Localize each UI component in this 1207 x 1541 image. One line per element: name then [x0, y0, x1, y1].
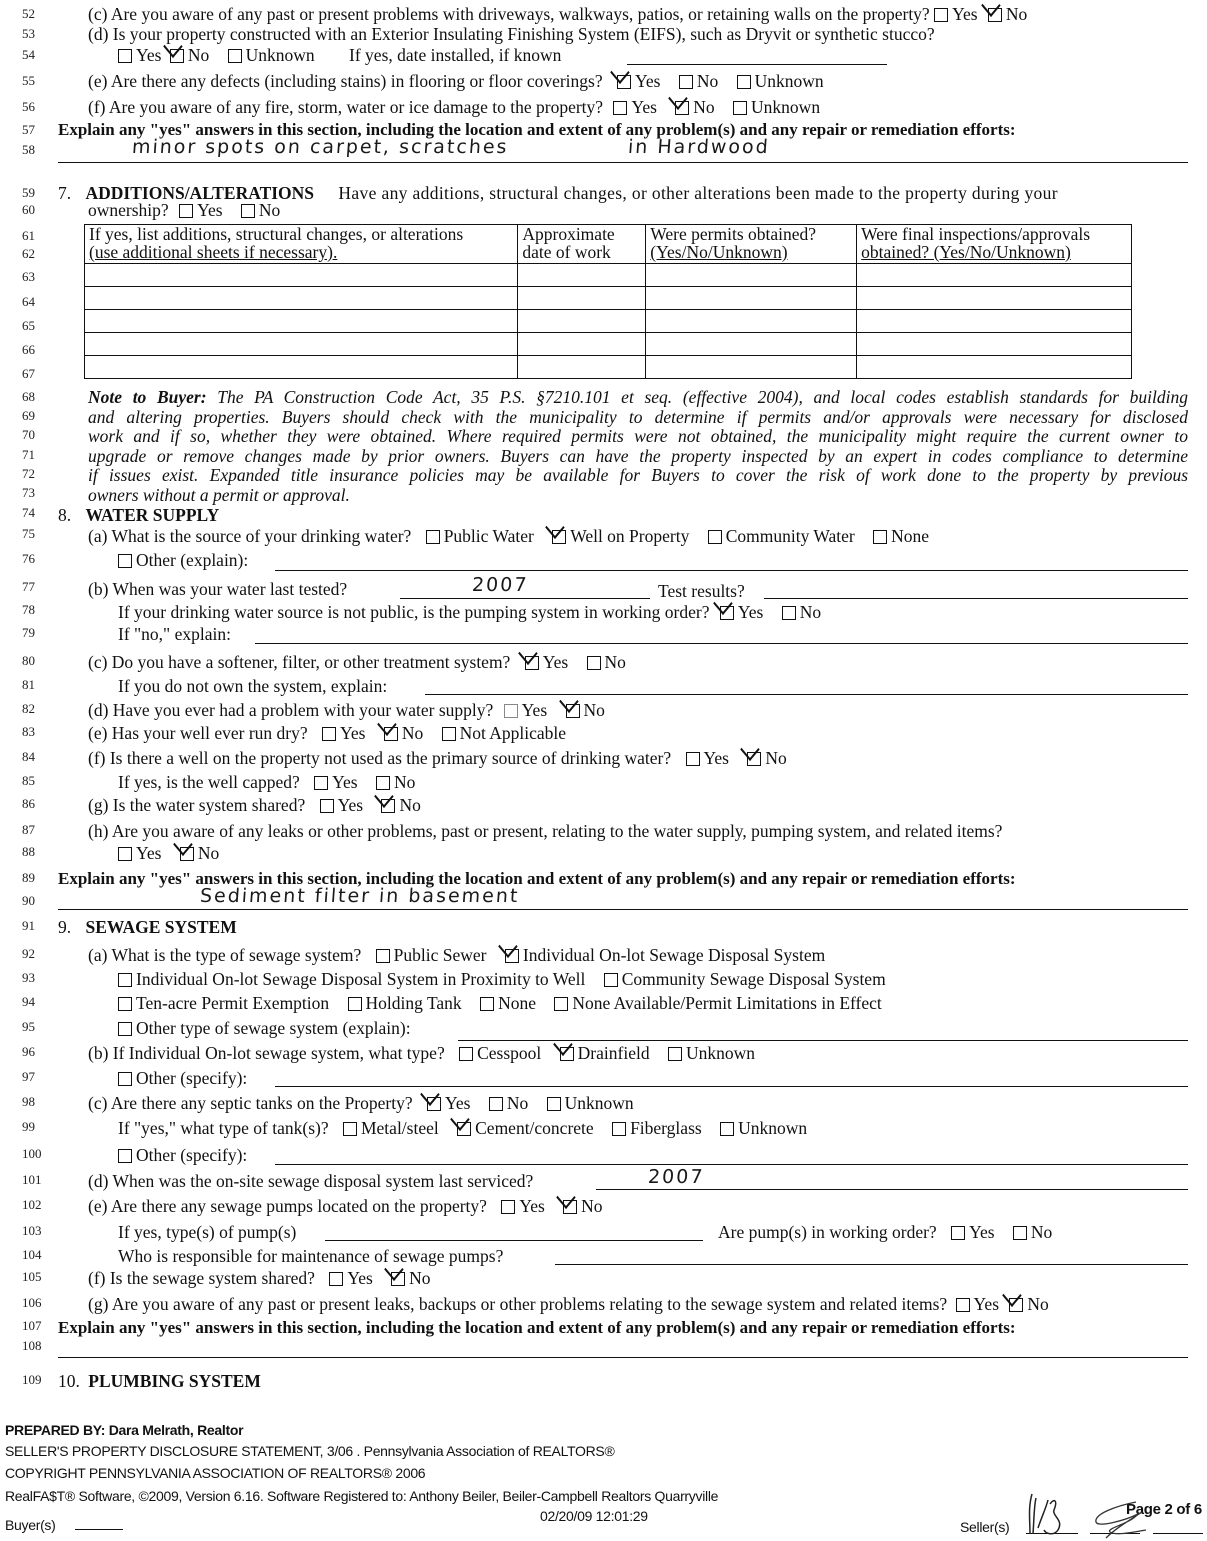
table-cell[interactable] [857, 287, 1132, 310]
question-8b-pumping: If your drinking water source is not public, is the pumping system in working order? Yes No [118, 602, 822, 622]
line-number: 64 [22, 294, 35, 309]
form-title: SELLER'S PROPERTY DISCLOSURE STATEMENT, 3/06 . Pennsylvania Association of REALTORS® [5, 1443, 615, 1459]
sewage-serviced-value[interactable]: 2007 [647, 1166, 706, 1188]
question-6d-options: Yes No Unknown If yes, date installed, if known [118, 43, 561, 67]
question-9g: (g) Are you aware of any past or present leaks, backups or other problems relating to the sewage system and related items? Yes No [88, 1294, 1049, 1314]
section-9-heading: 9. SEWAGE SYSTEM [58, 917, 237, 937]
explain-value-8[interactable]: Sediment filter in basement [199, 885, 521, 907]
question-9b-other: Other (specify): [118, 1066, 247, 1090]
seller-initials-signature-2 [1086, 1498, 1152, 1540]
checkbox-8a-well[interactable] [552, 530, 566, 544]
water-tested-field[interactable] [400, 598, 650, 599]
line-number: 52 [22, 6, 35, 21]
line-number: 55 [22, 73, 35, 88]
line-number: 69 [22, 408, 35, 423]
question-8h-options: Yes No [118, 841, 219, 865]
line-number: 90 [22, 893, 35, 908]
line-number: 91 [22, 918, 35, 933]
table-cell[interactable] [85, 333, 518, 356]
checkbox-8h-no[interactable] [180, 847, 194, 861]
checkbox-8b-no[interactable] [782, 606, 796, 620]
line-number: 81 [22, 677, 35, 692]
table-cell[interactable] [85, 287, 518, 310]
checkbox-9f-yes[interactable] [329, 1272, 343, 1286]
question-9c: (c) Are there any septic tanks on the Property? Yes No Unknown [88, 1093, 634, 1113]
checkbox-8d-yes[interactable] [504, 704, 518, 718]
line-number: 86 [22, 796, 35, 811]
section-10-heading: 10. PLUMBING SYSTEM [58, 1371, 261, 1391]
line-number: 71 [22, 447, 35, 462]
table-row [85, 287, 1132, 310]
buyers-initials: Buyer(s) [5, 1517, 56, 1533]
line-number: 77 [22, 579, 35, 594]
line-number: 60 [22, 202, 35, 217]
table-row [85, 333, 1132, 356]
question-9a: (a) What is the type of sewage system? Public Sewer Individual On-lot Sewage Disposal System [88, 945, 826, 965]
checkbox-9e-working-no[interactable] [1013, 1226, 1027, 1240]
question-6c: (c) Are you aware of any past or present problems with driveways, walkways, patios, or retaining walls on the property? Yes No [88, 4, 1028, 24]
checkbox-8e-na[interactable] [442, 727, 456, 741]
question-9e-working: Are pump(s) in working order? Yes No [718, 1222, 1053, 1242]
table-cell[interactable] [518, 333, 646, 356]
checkbox-9a-individual-onlot[interactable] [505, 949, 519, 963]
line-number: 65 [22, 318, 35, 333]
question-8c: (c) Do you have a softener, filter, or other treatment system? Yes No [88, 652, 626, 672]
question-8a: (a) What is the source of your drinking water? Public Water Well on Property Community Water None [88, 526, 930, 546]
explain-field-8c[interactable] [425, 694, 1188, 695]
checkbox-6e-no[interactable] [679, 75, 693, 89]
checkbox-9c-unknown[interactable] [547, 1097, 561, 1111]
test-results-label: Test results? [658, 581, 745, 601]
question-9c-tanks: If "yes," what type of tank(s)? Metal/steel Cement/concrete Fiberglass Unknown [118, 1118, 808, 1138]
line-number: 97 [22, 1069, 35, 1084]
line-number: 93 [22, 970, 35, 985]
question-8d: (d) Have you ever had a problem with your water supply? Yes No [88, 700, 605, 720]
checkbox-9b-drainfield[interactable] [560, 1047, 574, 1061]
checkbox-9a-ten-acre[interactable] [118, 997, 132, 1011]
checkbox-8d-no[interactable] [566, 704, 580, 718]
checkbox-6c-yes[interactable] [934, 8, 948, 22]
checkbox-6f-no[interactable] [675, 101, 689, 115]
test-results-field[interactable] [764, 598, 1188, 599]
pump-type-field[interactable] [325, 1240, 703, 1241]
checkbox-8c-no[interactable] [587, 656, 601, 670]
line-number: 66 [22, 342, 35, 357]
seller-initials-field-3[interactable] [1153, 1533, 1203, 1534]
table-cell[interactable] [646, 310, 857, 333]
table-cell[interactable] [85, 356, 518, 379]
checkbox-8e-yes[interactable] [322, 727, 336, 741]
table-cell[interactable] [857, 264, 1132, 287]
line-number: 53 [22, 26, 35, 41]
question-9f: (f) Is the sewage system shared? Yes No [88, 1268, 431, 1288]
question-9e: (e) Are there any sewage pumps located on the property? Yes No [88, 1196, 603, 1216]
buyer-initials-field[interactable] [75, 1529, 123, 1530]
checkbox-9c-fiberglass[interactable] [612, 1122, 626, 1136]
checkbox-6f-yes[interactable] [613, 101, 627, 115]
line-number: 104 [22, 1247, 42, 1262]
section-7-q2: ownership? Yes No [88, 200, 281, 220]
line-number: 54 [22, 47, 35, 62]
checkbox-6d-unknown[interactable] [228, 49, 242, 63]
table-row [85, 310, 1132, 333]
checkbox-6c-no[interactable] [988, 8, 1002, 22]
checkbox-8g-no[interactable] [381, 799, 395, 813]
checkbox-9a-none-available[interactable] [554, 997, 568, 1011]
checkbox-9a-holding-tank[interactable] [348, 997, 362, 1011]
question-9e-type: If yes, type(s) of pump(s) [118, 1222, 297, 1242]
checkbox-9a-public-sewer[interactable] [376, 949, 390, 963]
table-cell[interactable] [518, 287, 646, 310]
line-number: 72 [22, 466, 35, 481]
other-explain-field-8a[interactable] [275, 570, 1188, 571]
column-header-additions: If yes, list additions, structural changes, or alterations (use additional sheets if necessary). [85, 225, 518, 264]
checkbox-9b-other[interactable] [118, 1072, 132, 1086]
checkbox-9c-metal[interactable] [343, 1122, 357, 1136]
line-number: 96 [22, 1044, 35, 1059]
question-9d: (d) When was the on-site sewage disposal system last serviced? [88, 1171, 534, 1191]
table-cell[interactable] [646, 333, 857, 356]
line-number: 62 [22, 246, 35, 261]
line-number: 95 [22, 1019, 35, 1034]
table-row [85, 356, 1132, 379]
line-number: 84 [22, 749, 35, 764]
line-number: 63 [22, 269, 35, 284]
question-8c-explain: If you do not own the system, explain: [118, 676, 388, 696]
checkbox-9c-yes[interactable] [427, 1097, 441, 1111]
explain-line-8 [58, 909, 1188, 910]
line-number: 107 [22, 1318, 42, 1333]
question-9a-row3: Ten-acre Permit Exemption Holding Tank None None Available/Permit Limitations in Effect [118, 991, 882, 1015]
explain-line-9[interactable] [58, 1357, 1188, 1358]
line-number: 105 [22, 1269, 42, 1284]
line-number: 83 [22, 724, 35, 739]
checkbox-6e-unknown[interactable] [737, 75, 751, 89]
explain-line-6 [58, 162, 1188, 163]
checkbox-8f-capped-yes[interactable] [314, 776, 328, 790]
line-number: 85 [22, 773, 35, 788]
question-6e: (e) Are there any defects (including stains) in flooring or floor coverings? Yes No Unknown [88, 71, 824, 91]
line-number: 56 [22, 99, 35, 114]
line-number: 70 [22, 427, 35, 442]
table-cell[interactable] [857, 310, 1132, 333]
page-number: Page 2 of 6 [1126, 1501, 1202, 1518]
checkbox-9g-yes[interactable] [956, 1298, 970, 1312]
line-number: 94 [22, 994, 35, 1009]
sellers-label: Seller(s) [960, 1519, 1010, 1535]
line-number: 57 [22, 122, 35, 137]
line-number: 109 [22, 1372, 42, 1387]
checkbox-8f-yes[interactable] [686, 752, 700, 766]
question-9a-other: Other type of sewage system (explain): [118, 1016, 411, 1040]
explain-label-8: Explain any "yes" answers in this section, including the location and extent of any problem(s) and any repair or remediation efforts: [58, 869, 1016, 888]
note-to-buyer: Note to Buyer: The PA Construction Code Act, 35 P.S. §7210.101 et seq. (effective 2004), and local codes establish standards for building and altering properties. Buyers should check with the municipality to determine if permits and/or approvals were necessary for disclosed work and if so, whether they were obtained. Where required permits were not obtained, the municipality might require the current owner to upgrade or remove changes made by prior owners. Buyers can have the property inspected by an expert in codes compliance to determine if issues exist. Expanded title insurance policies may be available for Buyers to cover the risk of work done to the property by previous owners without a permit or approval. [88, 387, 1188, 505]
line-number: 78 [22, 602, 35, 617]
table-cell[interactable] [85, 264, 518, 287]
line-number: 73 [22, 485, 35, 500]
line-number: 80 [22, 653, 35, 668]
section-8-heading: 8. WATER SUPPLY [58, 505, 220, 525]
question-6d: (d) Is your property constructed with an Exterior Insulating Finishing System (EIFS), such as Dryvit or synthetic stucco? [88, 24, 935, 44]
table-cell[interactable] [518, 310, 646, 333]
question-8g: (g) Is the water system shared? Yes No [88, 795, 421, 815]
question-8f-capped: If yes, is the well capped? Yes No [118, 772, 416, 792]
table-header-row [85, 225, 1132, 264]
sewage-serviced-field[interactable] [596, 1189, 1188, 1190]
seller-initials-signature-1 [1024, 1490, 1080, 1540]
line-number: 108 [22, 1338, 42, 1353]
checkbox-8a-other[interactable] [118, 554, 132, 568]
line-number: 99 [22, 1119, 35, 1134]
question-6f: (f) Are you aware of any fire, storm, water or ice damage to the property? Yes No Unknown [88, 97, 821, 117]
checkbox-6f-unknown[interactable] [733, 101, 747, 115]
line-number: 79 [22, 625, 35, 640]
line-number: 68 [22, 389, 35, 404]
checkbox-6e-yes[interactable] [617, 75, 631, 89]
table-cell[interactable] [646, 287, 857, 310]
checkbox-8h-yes[interactable] [118, 847, 132, 861]
question-9e-maintenance: Who is responsible for maintenance of sewage pumps? [118, 1246, 504, 1266]
column-header-inspections: Were final inspections/approvals obtained? (Yes/No/Unknown) [857, 225, 1132, 264]
line-number: 82 [22, 701, 35, 716]
eifs-date-field[interactable] [627, 64, 887, 65]
checkbox-9e-yes[interactable] [501, 1200, 515, 1214]
line-number: 98 [22, 1094, 35, 1109]
question-8b-explain: If "no," explain: [118, 624, 231, 644]
checkbox-8g-yes[interactable] [320, 799, 334, 813]
checkbox-9b-unknown[interactable] [668, 1047, 682, 1061]
table-cell[interactable] [857, 356, 1132, 379]
prepared-by: PREPARED BY: Dara Melrath, Realtor [5, 1422, 244, 1438]
water-tested-value[interactable]: 2007 [471, 574, 530, 596]
question-8f: (f) Is there a well on the property not used as the primary source of drinking water? Yes No [88, 748, 787, 768]
line-number: 102 [22, 1197, 42, 1212]
question-8h: (h) Are you aware of any leaks or other problems, past or present, relating to the water supply, pumping system, and related items? [88, 821, 1003, 841]
line-number: 103 [22, 1223, 42, 1238]
line-number: 76 [22, 551, 35, 566]
software-info: RealFA$T® Software, ©2009, Version 6.16. Software Registered to: Anthony Beiler, Beiler-Campbell Realtors Quarryville [5, 1488, 719, 1504]
explain-label-9: Explain any "yes" answers in this section, including the location and extent of any problem(s) and any repair or remediation efforts: [58, 1318, 1016, 1337]
checkbox-8a-community-water[interactable] [708, 530, 722, 544]
table-cell[interactable] [518, 356, 646, 379]
other-specify-field-9b[interactable] [275, 1086, 1188, 1087]
table-cell[interactable] [857, 333, 1132, 356]
explain-value-6b[interactable]: in Hardwood [627, 136, 771, 158]
checkbox-8b-yes[interactable] [720, 606, 734, 620]
checkbox-9g-no[interactable] [1009, 1298, 1023, 1312]
pump-maintenance-field[interactable] [555, 1264, 1188, 1265]
checkbox-9a-community[interactable] [604, 973, 618, 987]
table-row [85, 264, 1132, 287]
checkbox-9a-none[interactable] [480, 997, 494, 1011]
timestamp: 02/20/09 12:01:29 [540, 1508, 648, 1524]
checkbox-9f-no[interactable] [391, 1272, 405, 1286]
line-number: 89 [22, 870, 35, 885]
section-7-heading: 7. ADDITIONS/ALTERATIONS Have any additions, structural changes, or other alterations been made to the property during your [58, 183, 1058, 203]
checkbox-8c-yes[interactable] [525, 656, 539, 670]
explain-value-6a[interactable]: minor spots on carpet, scratches [131, 136, 510, 158]
line-number: 59 [22, 185, 35, 200]
checkbox-8e-no[interactable] [384, 727, 398, 741]
column-header-permits: Were permits obtained? (Yes/No/Unknown) [646, 225, 857, 264]
checkbox-9c-no[interactable] [489, 1097, 503, 1111]
question-9b: (b) If Individual On-lot sewage system, what type? Cesspool Drainfield Unknown [88, 1043, 755, 1063]
explain-field-8b[interactable] [255, 643, 1188, 644]
checkbox-6d-yes[interactable] [118, 49, 132, 63]
explain-label-6: Explain any "yes" answers in this section, including the location and extent of any problem(s) and any repair or remediation efforts: [58, 120, 1016, 139]
checkbox-7-yes[interactable] [179, 204, 193, 218]
line-number: 92 [22, 946, 35, 961]
other-specify-field-9c[interactable] [275, 1164, 1188, 1165]
additions-table [84, 224, 1132, 379]
table-cell[interactable] [646, 356, 857, 379]
checkbox-8f-no[interactable] [747, 752, 761, 766]
checkbox-8a-public-water[interactable] [426, 530, 440, 544]
line-number: 106 [22, 1295, 42, 1310]
question-9a-row2: Individual On-lot Sewage Disposal System in Proximity to Well Community Sewage Disposal System [118, 967, 886, 991]
checkbox-9c-tank-unknown[interactable] [720, 1122, 734, 1136]
line-number: 61 [22, 228, 35, 243]
checkbox-6d-no[interactable] [170, 49, 184, 63]
line-number: 88 [22, 844, 35, 859]
column-header-date: Approximate date of work [518, 225, 646, 264]
question-8a-other: Other (explain): [118, 548, 248, 572]
checkbox-9a-proximity-well[interactable] [118, 973, 132, 987]
note-label: Note to Buyer: [88, 387, 207, 407]
question-8e: (e) Has your well ever run dry? Yes No Not Applicable [88, 723, 567, 743]
line-number: 58 [22, 142, 35, 157]
checkbox-9c-cement[interactable] [457, 1122, 471, 1136]
question-9c-other: Other (specify): [118, 1143, 247, 1167]
line-number: 100 [22, 1146, 42, 1161]
line-number: 101 [22, 1172, 42, 1187]
copyright: COPYRIGHT PENNSYLVANIA ASSOCIATION OF REALTORS® 2006 [5, 1465, 426, 1481]
checkbox-9e-no[interactable] [563, 1200, 577, 1214]
question-8b: (b) When was your water last tested? [88, 579, 348, 599]
line-number: 67 [22, 366, 35, 381]
line-number: 75 [22, 526, 35, 541]
checkbox-8a-none[interactable] [873, 530, 887, 544]
line-number: 74 [22, 505, 35, 520]
checkbox-9c-other[interactable] [118, 1149, 132, 1163]
table-cell[interactable] [646, 264, 857, 287]
checkbox-9a-other[interactable] [118, 1022, 132, 1036]
table-cell[interactable] [518, 264, 646, 287]
checkbox-9e-working-yes[interactable] [951, 1226, 965, 1240]
line-number: 87 [22, 822, 35, 837]
checkbox-7-no[interactable] [241, 204, 255, 218]
table-cell[interactable] [85, 310, 518, 333]
checkbox-9b-cesspool[interactable] [459, 1047, 473, 1061]
